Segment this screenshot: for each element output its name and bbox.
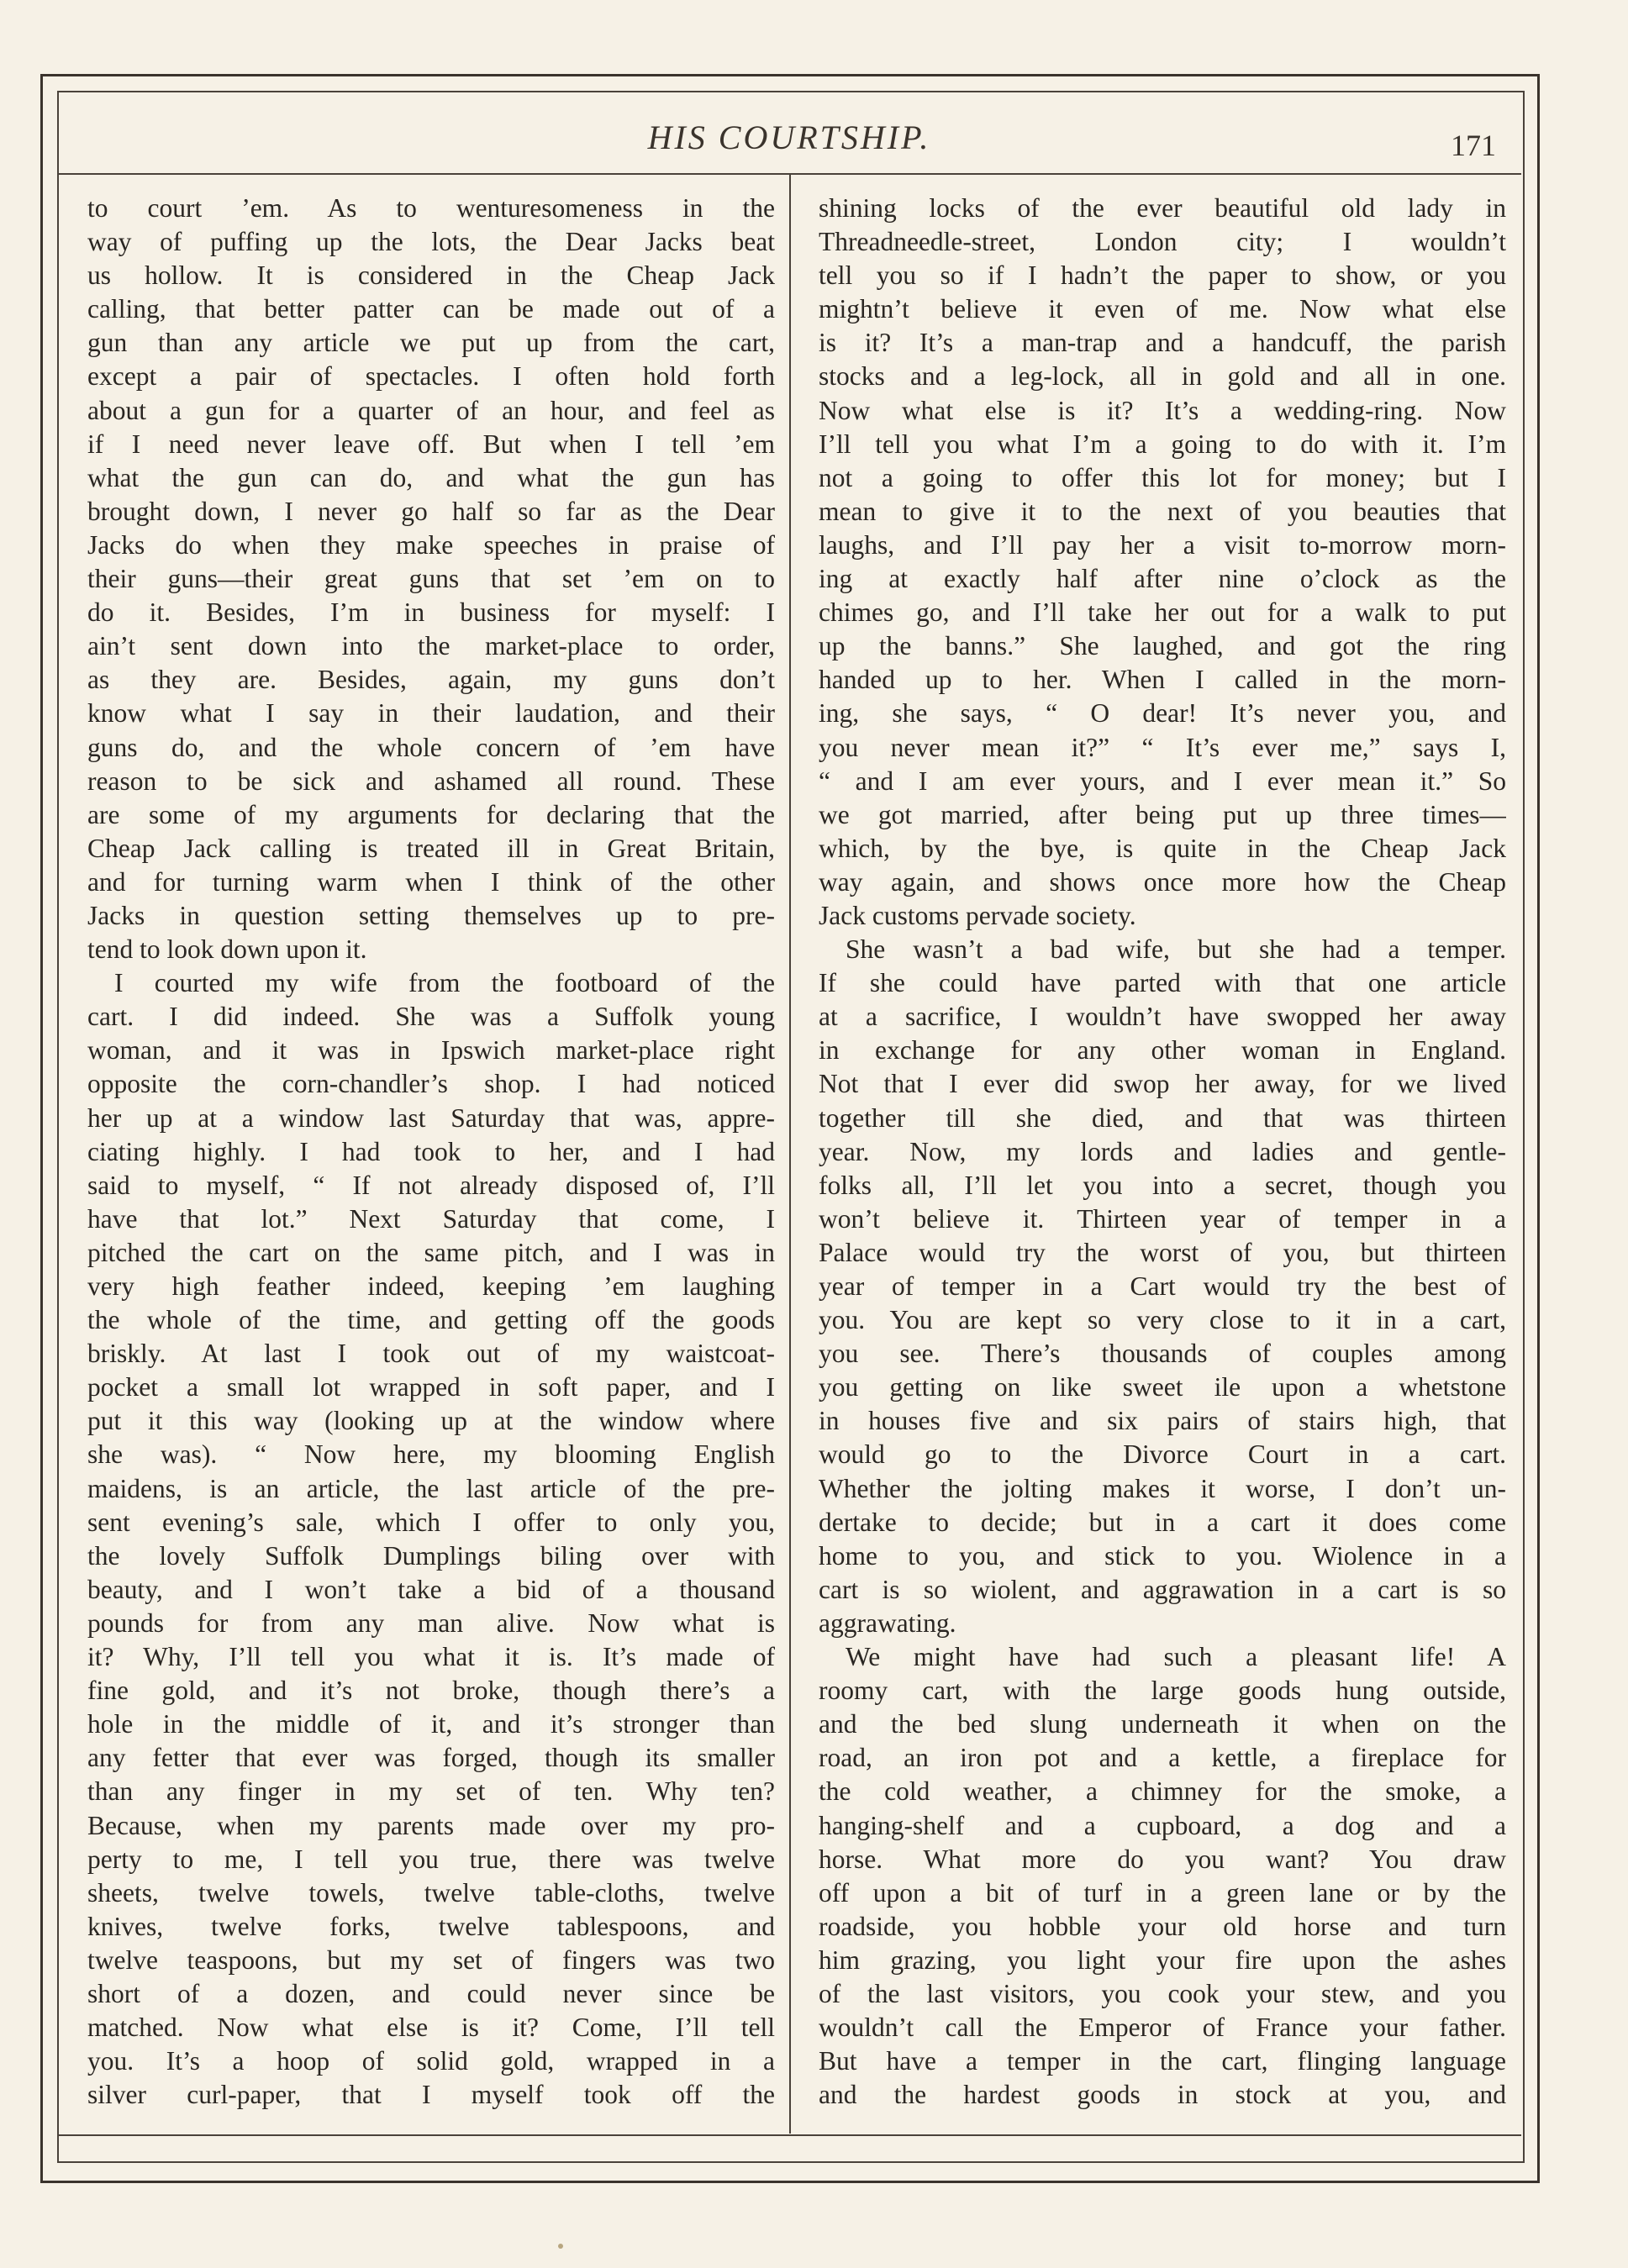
text-line: twelve teaspoons, but my set of fingers was two: [87, 1944, 775, 1975]
column-divider: [789, 173, 791, 2134]
text-line: road, an iron pot and a kettle, a fireplace for: [819, 1743, 1506, 1773]
text-line: at a sacrifice, I wouldn’t have swopped her away: [819, 1002, 1506, 1032]
text-line: year of temper in a Cart would try the best of: [819, 1271, 1506, 1301]
text-line: roadside, you hobble your old horse and turn: [819, 1911, 1506, 1941]
text-line: She wasn’t a bad wife, but she had a temper.: [846, 934, 1506, 965]
text-line: you. It’s a hoop of solid gold, wrapped in a: [87, 2046, 775, 2076]
text-line: folks all, I’ll let you into a secret, though you: [819, 1170, 1506, 1200]
text-line: the whole of the time, and getting off the goods: [87, 1305, 775, 1335]
right-text-column: [819, 192, 1506, 2124]
text-line: not a going to offer this lot for money; but I: [819, 462, 1506, 492]
text-line: him grazing, you light your fire upon the ashes: [819, 1944, 1506, 1975]
text-line: of the last visitors, you cook your stew, and you: [819, 1978, 1506, 2008]
text-line: and for turning warm when I think of the other: [87, 866, 775, 897]
text-line: gun than any article we put up from the cart,: [87, 328, 775, 358]
text-line: you see. There’s thousands of couples among: [819, 1339, 1506, 1369]
text-line: way of puffing up the lots, the Dear Jacks beat: [87, 227, 775, 257]
text-line: knives, twelve forks, twelve tablespoons, and: [87, 1911, 775, 1941]
text-line: Palace would try the worst of you, but thirteen: [819, 1237, 1506, 1267]
text-line: put it this way (looking up at the window where: [87, 1406, 775, 1436]
text-line: Jacks in question setting themselves up to pre-: [87, 900, 775, 930]
text-line: tend to look down upon it.: [87, 934, 367, 965]
text-line: fine gold, and it’s not broke, though there’s a: [87, 1676, 775, 1706]
text-line: ing at exactly half after nine o’clock as the: [819, 564, 1506, 594]
left-text-column: [87, 192, 775, 2124]
text-line: I courted my wife from the footboard of the: [114, 968, 775, 998]
text-line: us hollow. It is considered in the Cheap Jack: [87, 260, 775, 291]
text-line: aggrawating.: [819, 1608, 956, 1638]
text-line: hanging-shelf and a cupboard, a dog and a: [819, 1810, 1506, 1840]
text-line: year. Now, my lords and ladies and gentle-: [819, 1136, 1506, 1166]
text-line: won’t believe it. Thirteen year of temper in a: [819, 1203, 1506, 1234]
text-line: the cold weather, a chimney for the smoke, a: [819, 1776, 1506, 1807]
text-line: cart. I did indeed. She was a Suffolk young: [87, 1002, 775, 1032]
text-line: which, by the bye, is quite in the Cheap Jack: [819, 833, 1506, 863]
text-line: very high feather indeed, keeping ’em laughing: [87, 1271, 775, 1301]
text-line: We might have had such a pleasant life! A: [846, 1642, 1506, 1672]
text-line: If she could have parted with that one article: [819, 968, 1506, 998]
text-line: pitched the cart on the same pitch, and I was in: [87, 1237, 775, 1267]
text-line: I’ll tell you what I’m a going to do with it. I’m: [819, 429, 1506, 459]
text-line: But have a temper in the cart, flinging language: [819, 2046, 1506, 2076]
text-line: any fetter that ever was forged, though its smaller: [87, 1743, 775, 1773]
text-line: hole in the middle of it, and it’s stronger than: [87, 1709, 775, 1739]
text-line: matched. Now what else is it? Come, I’ll tell: [87, 2013, 775, 2043]
text-line: short of a dozen, and could never since be: [87, 1978, 775, 2008]
text-line: as they are. Besides, again, my guns don’t: [87, 665, 775, 695]
text-line: home to you, and stick to you. Wiolence in a: [819, 1540, 1506, 1571]
text-line: are some of my arguments for declaring that the: [87, 799, 775, 829]
text-line: silver curl-paper, that I myself took off the: [87, 2080, 775, 2110]
text-line: you never mean it?” “ It’s ever me,” says I,: [819, 732, 1506, 762]
text-line: Now what else is it? It’s a wedding-ring. Now: [819, 395, 1506, 425]
text-line: to court ’em. As to wenturesomeness in the: [87, 193, 775, 223]
running-title: HIS COURTSHIP.: [647, 118, 931, 156]
text-line: she was). “ Now here, my blooming English: [87, 1439, 775, 1470]
text-line: handed up to her. When I called in the morn-: [819, 665, 1506, 695]
text-line: pocket a small lot wrapped in soft paper, and I: [87, 1372, 775, 1402]
text-line: up the banns.” She laughed, and got the ring: [819, 631, 1506, 661]
text-line: Because, when my parents made over my pro-: [87, 1810, 775, 1840]
text-line: Whether the jolting makes it worse, I don’t un-: [819, 1473, 1506, 1503]
text-line: mightn’t believe it even of me. Now what else: [819, 294, 1506, 324]
text-line: and the bed slung underneath it when on the: [819, 1709, 1506, 1739]
text-line: laughs, and I’ll pay her a visit to-morrow morn-: [819, 529, 1506, 560]
text-line: her up at a window last Saturday that was, appre-: [87, 1102, 775, 1133]
text-line: maidens, is an article, the last article of the pre-: [87, 1473, 775, 1503]
text-line: if I need never leave off. But when I tell ’em: [87, 429, 775, 459]
text-line: opposite the corn-chandler’s shop. I had noticed: [87, 1069, 775, 1099]
text-line: ciating highly. I had took to her, and I had: [87, 1136, 775, 1166]
text-line: way again, and shows once more how the Cheap: [819, 866, 1506, 897]
text-line: said to myself, “ If not already disposed of, I’ll: [87, 1170, 775, 1200]
text-line: briskly. At last I took out of my waistcoat-: [87, 1339, 775, 1369]
text-line: brought down, I never go half so far as the Dear: [87, 496, 775, 526]
text-line: do it. Besides, I’m in business for myself: I: [87, 597, 775, 628]
text-line: perty to me, I tell you true, there was twelve: [87, 1844, 775, 1874]
text-line: their guns—their great guns that set ’em on to: [87, 564, 775, 594]
text-line: sent evening’s sale, which I offer to only you,: [87, 1507, 775, 1537]
text-line: in houses five and six pairs of stairs high, that: [819, 1406, 1506, 1436]
text-line: chimes go, and I’ll take her out for a walk to put: [819, 597, 1506, 628]
text-line: cart is so wiolent, and aggrawation in a cart is so: [819, 1574, 1506, 1604]
text-line: woman, and it was in Ipswich market-place right: [87, 1035, 775, 1066]
text-line: Jacks do when they make speeches in praise of: [87, 529, 775, 560]
text-line: is it? It’s a man-trap and a handcuff, the parish: [819, 328, 1506, 358]
text-line: sheets, twelve towels, twelve table-cloths, twelve: [87, 1877, 775, 1908]
text-line: Cheap Jack calling is treated ill in Great Britain,: [87, 833, 775, 863]
text-line: guns do, and the whole concern of ’em have: [87, 732, 775, 762]
text-line: know what I say in their laudation, and their: [87, 698, 775, 729]
footer-rule: [57, 2134, 1521, 2136]
text-line: together till she died, and that was thirteen: [819, 1102, 1506, 1133]
text-line: pounds for from any man alive. Now what is: [87, 1608, 775, 1638]
text-line: off upon a bit of turf in a green lane or by the: [819, 1877, 1506, 1908]
text-line: tell you so if I hadn’t the paper to show, or you: [819, 260, 1506, 291]
text-line: than any finger in my set of ten. Why ten?: [87, 1776, 775, 1807]
text-line: ain’t sent down into the market-place to order,: [87, 631, 775, 661]
text-line: roomy cart, with the large goods hung outside,: [819, 1676, 1506, 1706]
text-line: and the hardest goods in stock at you, and: [819, 2080, 1506, 2110]
text-line: would go to the Divorce Court in a cart.: [819, 1439, 1506, 1470]
text-line: calling, that better patter can be made out of a: [87, 294, 775, 324]
text-line: ing, she says, “ O dear! It’s never you, and: [819, 698, 1506, 729]
text-line: the lovely Suffolk Dumplings biling over with: [87, 1540, 775, 1571]
page-number: 171: [1451, 129, 1496, 162]
text-line: stocks and a leg-lock, all in gold and all in one.: [819, 361, 1506, 392]
text-line: you getting on like sweet ile upon a whetstone: [819, 1372, 1506, 1402]
text-line: reason to be sick and ashamed all round. These: [87, 766, 775, 796]
text-line: Threadneedle-street, London city; I wouldn’t: [819, 227, 1506, 257]
text-line: shining locks of the ever beautiful old lady in: [819, 193, 1506, 223]
text-line: dertake to decide; but in a cart it does come: [819, 1507, 1506, 1537]
text-line: it? Why, I’ll tell you what it is. It’s made of: [87, 1642, 775, 1672]
page-header: [57, 109, 1521, 168]
text-line: about a gun for a quarter of an hour, and feel as: [87, 395, 775, 425]
text-line: except a pair of spectacles. I often hold forth: [87, 361, 775, 392]
text-line: have that lot.” Next Saturday that come, I: [87, 1203, 775, 1234]
text-line: in exchange for any other woman in England.: [819, 1035, 1506, 1066]
text-line: we got married, after being put up three times—: [819, 799, 1506, 829]
text-line: wouldn’t call the Emperor of France your father.: [819, 2013, 1506, 2043]
paper-speck: [558, 2244, 563, 2249]
text-line: horse. What more do you want? You draw: [819, 1844, 1506, 1874]
text-line: Jack customs pervade society.: [819, 900, 1136, 930]
text-line: beauty, and I won’t take a bid of a thousand: [87, 1574, 775, 1604]
text-line: you. You are kept so very close to it in a cart,: [819, 1305, 1506, 1335]
text-line: mean to give it to the next of you beauties that: [819, 496, 1506, 526]
text-line: Not that I ever did swop her away, for we lived: [819, 1069, 1506, 1099]
text-line: what the gun can do, and what the gun has: [87, 462, 775, 492]
text-line: “ and I am ever yours, and I ever mean it.” So: [819, 766, 1506, 796]
